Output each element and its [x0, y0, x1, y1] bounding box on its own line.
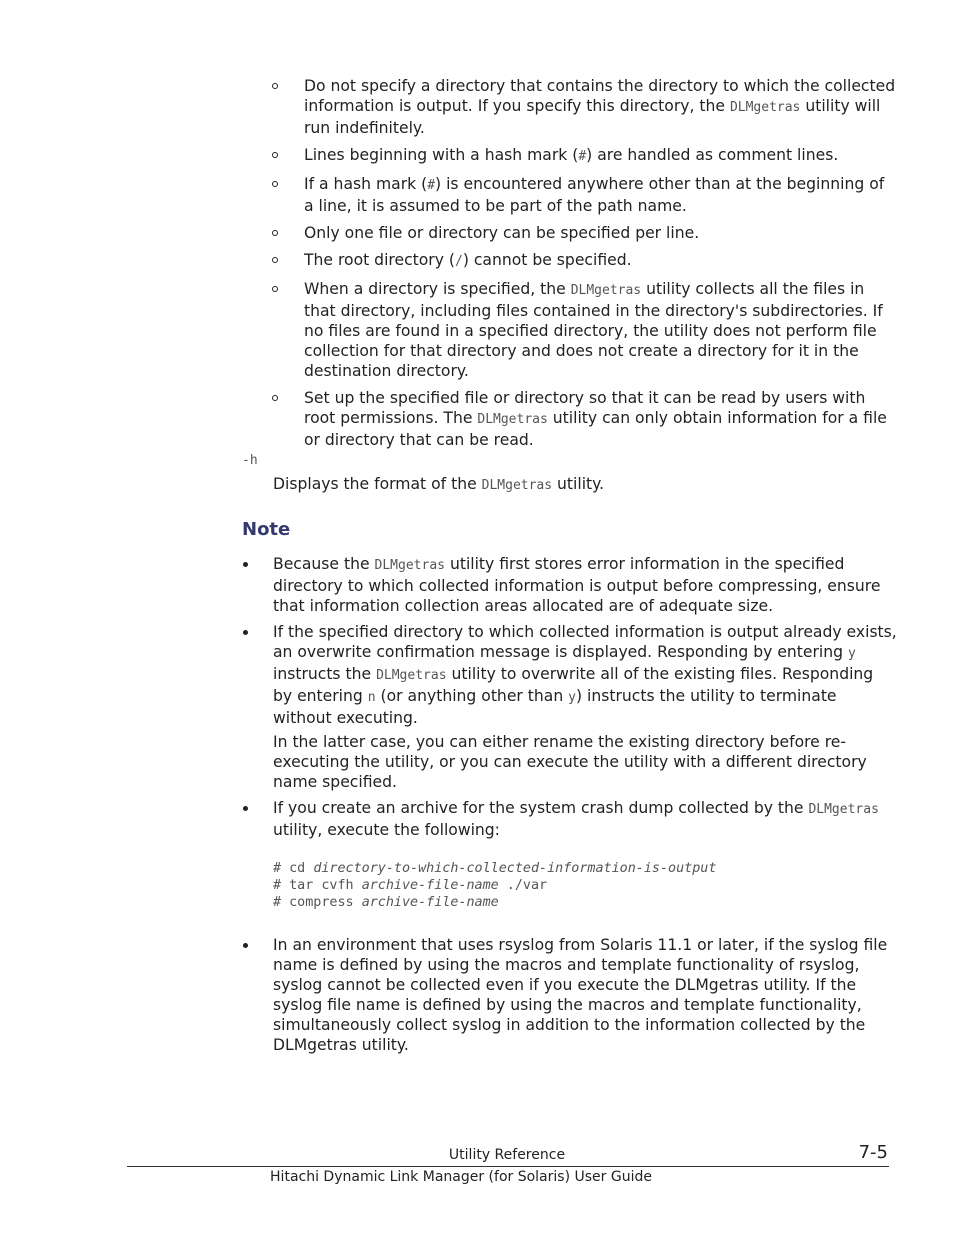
code-text: # compress: [273, 895, 362, 910]
inline-code: y: [568, 690, 576, 705]
text-run: instructs the: [273, 665, 377, 683]
option-name: -h: [242, 453, 258, 468]
text-run: utility to overwrite all of the existing files. Responding by entering: [273, 665, 874, 705]
text-run: utility, execute the following:: [273, 821, 500, 839]
text-run: Lines beginning with a hash mark (: [304, 146, 579, 164]
text-run: Only one file or directory can be specified per line.: [304, 224, 700, 242]
code-placeholder: directory-to-which-collected-information-is-output: [313, 861, 717, 876]
text-run: Set up the specified file or directory so that it can be read by users with root permissions. The: [304, 389, 866, 427]
text-run: utility will run indefinitely.: [304, 97, 881, 137]
inline-code: DLMgetras: [481, 478, 553, 493]
page-number: 7-5: [858, 1142, 888, 1163]
text-run: If you create an archive for the system crash dump collected by the: [273, 799, 809, 817]
note-item: [242, 798, 897, 911]
text-run: If the specified directory to which collected information is output already exists, an overwrite confirmation message is displayed. Responding by entering: [273, 623, 897, 661]
text-run: (or anything other than: [375, 687, 569, 705]
code-block: [273, 860, 897, 911]
text-run: When a directory is specified, the: [304, 280, 571, 298]
sub-list-item: [272, 223, 897, 243]
note-paragraph: [273, 732, 897, 792]
note-list: [242, 554, 897, 1061]
code-placeholder: archive-file-name: [361, 878, 499, 893]
text-run: ) are handled as comment lines.: [586, 146, 839, 164]
text-run: Displays the format of the: [273, 475, 482, 493]
hollow-bullet-icon: [272, 181, 278, 187]
code-placeholder: archive-file-name: [361, 895, 499, 910]
sub-list-item: [272, 145, 897, 167]
sub-list-item: [272, 76, 897, 138]
text-run: ) instructs the utility to terminate without executing.: [273, 687, 837, 727]
sub-list-item: [272, 388, 897, 450]
footer-divider: [127, 1166, 889, 1167]
text-run: The root directory (: [304, 251, 455, 269]
note-paragraph: [273, 622, 897, 728]
inline-code: DLMgetras: [808, 802, 879, 817]
code-line: [273, 894, 897, 911]
code-text: ./var: [498, 878, 548, 893]
inline-code: #: [578, 149, 587, 164]
bullet-icon: [243, 562, 248, 567]
note-item: [242, 935, 897, 1055]
hollow-bullet-icon: [272, 83, 278, 89]
code-text: # cd: [273, 861, 314, 876]
sub-bullet-list: [272, 76, 897, 457]
inline-code: n: [367, 690, 376, 705]
inline-code: y: [847, 646, 856, 661]
text-run: If a hash mark (: [304, 175, 428, 193]
sub-list-item: [272, 279, 897, 381]
text-run: utility first stores error information in the specified directory to which collected information is output before compressing, ensure that information collection areas allocated are of adequate size.: [273, 555, 881, 615]
text-run: In an environment that uses rsyslog from Solaris 11.1 or later, if the syslog file name is defined by using the macros and template functionality of rsyslog, syslog cannot be collected even if you execute the DLMgetras utility. If the syslog file name is defined by using the macros and template functionality, simultaneously collect syslog in addition to the information collected by the DLMgetras utility.: [273, 936, 888, 1054]
hollow-bullet-icon: [272, 230, 278, 236]
inline-code: DLMgetras: [477, 412, 548, 427]
note-paragraph: [273, 554, 897, 616]
note-heading: Note: [242, 519, 291, 540]
text-run: ) is encountered anywhere other than at the beginning of a line, it is assumed to be part of the path name.: [304, 175, 885, 215]
hollow-bullet-icon: [272, 152, 278, 158]
inline-code: #: [427, 178, 436, 193]
note-item: [242, 554, 897, 616]
inline-code: DLMgetras: [570, 283, 642, 298]
note-paragraph: [273, 935, 897, 1055]
footer-document-title: Hitachi Dynamic Link Manager (for Solaris) User Guide: [270, 1169, 652, 1185]
text-run: utility.: [552, 475, 605, 493]
hollow-bullet-icon: [272, 257, 278, 263]
sub-list-item: [272, 174, 897, 216]
text-run: utility can only obtain information for a file or directory that can be read.: [304, 409, 887, 449]
text-run: ) cannot be specified.: [462, 251, 632, 269]
code-text: # tar cvfh: [273, 878, 362, 893]
text-run: utility collects all the files in that directory, including files contained in the directory's subdirectories. If no files are found in a specified directory, the utility does not perform file collection for that directory and does not create a directory for it in the destination directory.: [304, 280, 883, 380]
text-run: Because the: [273, 555, 375, 573]
hollow-bullet-icon: [272, 286, 278, 292]
note-item: [242, 622, 897, 792]
hollow-bullet-icon: [272, 395, 278, 401]
text-run: Do not specify a directory that contains the directory to which the collected information is output. If you specify this directory, the: [304, 77, 896, 115]
sub-list-item: [272, 250, 897, 272]
bullet-icon: [243, 806, 248, 811]
code-line: [273, 877, 897, 894]
bullet-icon: [243, 943, 248, 948]
inline-code: DLMgetras: [376, 668, 447, 683]
option-description: [273, 474, 604, 496]
inline-code: DLMgetras: [374, 558, 445, 573]
note-paragraph: [273, 798, 897, 840]
bullet-icon: [243, 630, 248, 635]
text-run: In the latter case, you can either rename the existing directory before re-executing the utility, or you can execute the utility with a different directory name specified.: [273, 733, 867, 791]
inline-code: /: [454, 254, 463, 269]
footer-section-name: Utility Reference: [448, 1147, 566, 1163]
code-line: [273, 860, 897, 877]
inline-code: DLMgetras: [729, 100, 801, 115]
